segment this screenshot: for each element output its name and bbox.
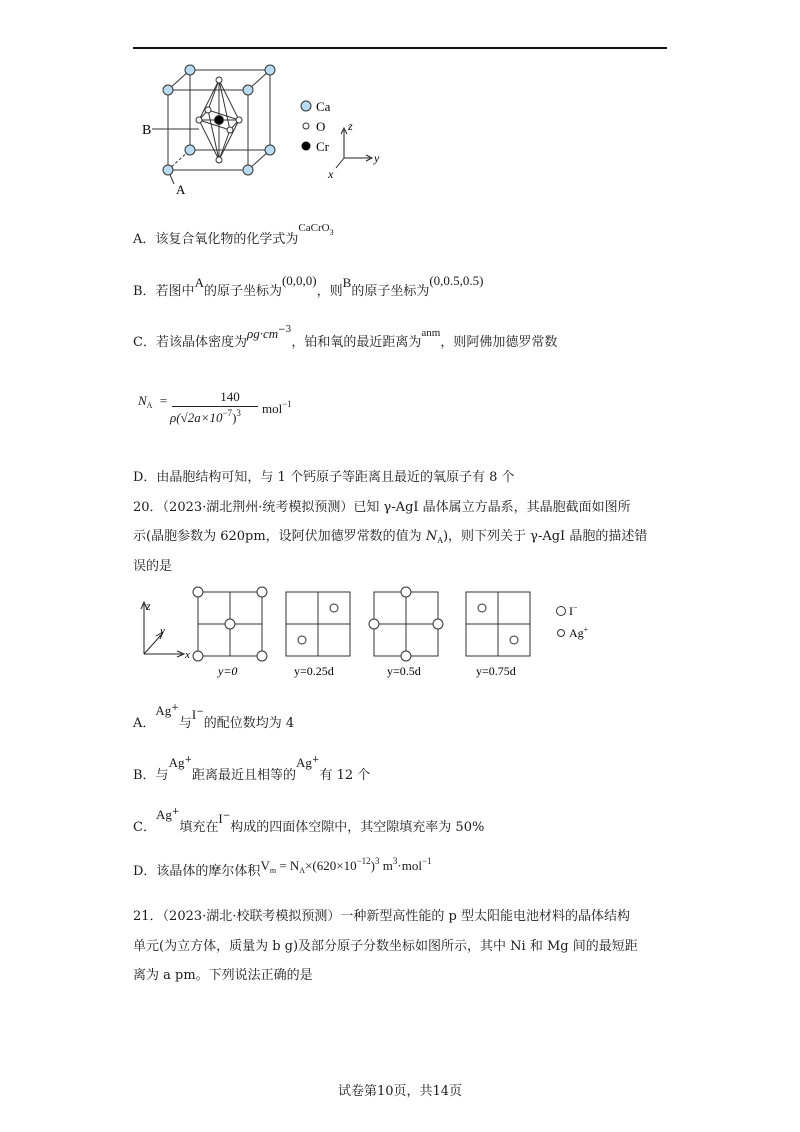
svg-text:y: y <box>160 625 165 637</box>
q19-option-c: C．若该晶体密度为$\rho g\cdot cm^{-3}$，铂和氧的最近距离为$^{anm}$，则阿佛加德罗常数 <box>133 325 558 350</box>
svg-text:z: z <box>146 599 151 613</box>
svg-text:x: x <box>328 167 334 181</box>
legend-ca: Ca <box>316 99 331 114</box>
caption-y0: y=0 <box>218 664 238 678</box>
svg-text:y: y <box>374 151 380 165</box>
q19-option-b: B．若图中A的原子坐标为(0,0,0)，则B的原子坐标为(0,0.5,0.5) <box>133 273 484 299</box>
label-a: A <box>176 182 186 197</box>
q19-option-d: D．由晶胞结构可知，与 1 个钙原子等距离且最近的氧原子有 8 个 <box>133 470 515 485</box>
ca-atom <box>185 65 195 75</box>
caption-y025: y=0.25d <box>294 664 334 678</box>
o-atom <box>196 117 202 123</box>
svg-text:x: x <box>185 649 190 661</box>
legend-cr: Cr <box>316 139 329 154</box>
na-formula: $N_A$ = <box>138 393 168 410</box>
ca-atom <box>265 65 275 75</box>
q20-option-d: D．该晶体的摩尔体积$V_m = N_A\times(620\times 10^{-12})^3$ $m^3\cdot mol^{-1}$ <box>133 856 432 879</box>
ca-atom <box>163 85 173 95</box>
q20-option-b: B．与Ag+距离最近且相等的Ag+有 12 个 <box>133 755 371 783</box>
legend-i: I− <box>569 603 578 618</box>
o-atom <box>236 117 242 123</box>
q19-option-a: A．该复合氧化物的化学式为$^{CaCrO3}$ <box>133 222 334 247</box>
q20-option-a: A．Ag+与I−的配位数均为 4 <box>133 703 295 731</box>
caption-y05: y=0.5d <box>387 664 421 678</box>
caption-y075: y=0.75d <box>476 664 516 678</box>
q21-stem-line3: 离为 a pm。下列说法正确的是 <box>133 968 313 983</box>
q20-option-c: C．Ag+填充在I−构成的四面体空隙中，其空隙填充率为 50% <box>133 807 485 835</box>
ca-atom <box>265 145 275 155</box>
agi-section-figure <box>132 584 602 684</box>
legend-ag: Ag+ <box>569 625 589 640</box>
q21-stem-line2: 单元(为立方体，质量为 b g)及部分原子分数坐标如图所示，其中 Ni 和 Mg 间的最短距 <box>133 939 638 954</box>
na-unit: mol$^{-1}$ <box>262 399 292 416</box>
svg-text:z: z <box>348 119 353 133</box>
ca-atom <box>185 145 195 155</box>
ca-atom <box>243 85 253 95</box>
o-atom <box>227 127 233 133</box>
na-denominator: $\rho(√2a\times 10^{-7})^3$ <box>170 408 241 425</box>
crystal-cell-figure <box>130 58 400 198</box>
ca-atom <box>163 165 173 175</box>
o-atom <box>205 107 211 113</box>
q21-stem-line1: 21．（2023·湖北·校联考模拟预测）一种新型高性能的 p 型太阳能电池材料的晶体结构 <box>133 909 630 924</box>
cr-atom <box>215 116 224 125</box>
ca-atom <box>243 165 253 175</box>
header-rule <box>133 47 667 49</box>
label-b: B <box>142 123 152 138</box>
na-numerator: 140 <box>220 389 240 404</box>
o-atom <box>216 157 222 163</box>
q20-stem-line2: 示(晶胞参数为 620pm，设阿伏加德罗常数的值为 $N_A$)，则下列关于 γ-AgI 晶胞的描述错 <box>133 529 648 545</box>
q20-stem-line1: 20．（2023·湖北荆州·统考模拟预测）已知 γ-AgI 晶体属立方晶系，其晶胞截面如图所 <box>133 500 631 515</box>
fraction-bar <box>172 406 258 407</box>
q20-stem-line3: 误的是 <box>133 559 173 574</box>
legend-o: O <box>316 119 326 134</box>
page-footer: 试卷第10页，共14页 <box>337 1084 463 1099</box>
o-atom <box>216 77 222 83</box>
